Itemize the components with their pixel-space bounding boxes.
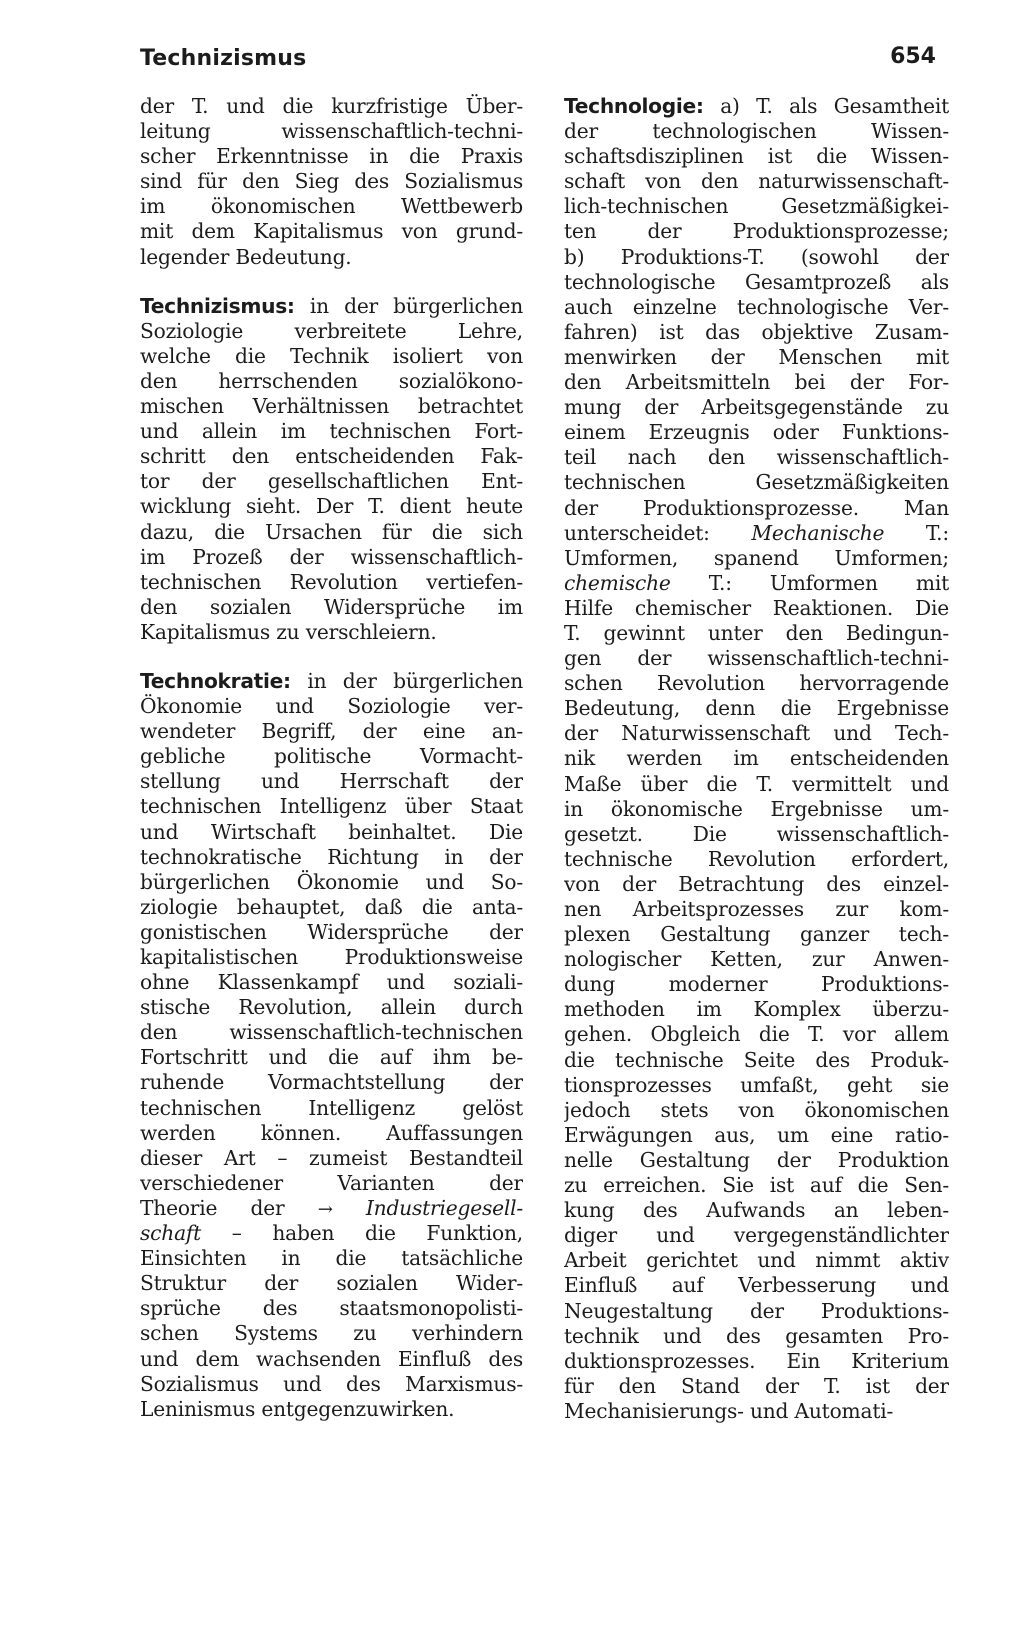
- text-line: [564, 1048, 949, 1073]
- line-text: teil nach den wissenschaftlich-: [564, 445, 949, 470]
- line-text: von der Betrachtung des einzel-: [564, 871, 949, 896]
- text-line: [564, 169, 949, 194]
- line-text: wicklung sieht. Der T. dient heute: [140, 494, 523, 519]
- text-line: [140, 970, 523, 995]
- line-text: technischen Revolution vertiefen-: [140, 569, 523, 594]
- text-line: [564, 1148, 949, 1173]
- line-text: für den Stand der T. ist der: [564, 1373, 949, 1398]
- line-text: den herrschenden sozialökono-: [140, 368, 523, 393]
- line-text: sind für den Sieg des Sozialismus: [140, 169, 523, 194]
- line-text: gonistischen Widersprüche der: [140, 919, 523, 944]
- line-text: Arbeit gerichtet und nimmt aktiv: [564, 1248, 949, 1273]
- line-text: technik und des gesamten Pro-: [564, 1323, 949, 1348]
- text-line: [564, 1223, 949, 1248]
- term-colon: :: [283, 668, 291, 693]
- text-line: [140, 845, 523, 870]
- text-line: [564, 521, 949, 546]
- text-line: [564, 1198, 949, 1223]
- line-text: der T. und die kurzfristige Über-: [140, 94, 523, 118]
- line-text: der Produktionsprozesse. Man: [564, 495, 949, 520]
- text-line: [140, 1271, 523, 1296]
- text-line: [140, 245, 523, 270]
- line-text: Leninismus entgegenzuwirken.: [140, 1396, 455, 1421]
- text-line: [140, 169, 523, 194]
- text-line: [564, 797, 949, 822]
- text-line: [140, 1121, 523, 1146]
- text-line: [564, 646, 949, 671]
- line-text: gesetzt. Die wissenschaftlich-: [564, 821, 949, 846]
- line-text: schritt den entscheidenden Fak-: [140, 444, 523, 469]
- right-column: [564, 94, 949, 1424]
- line-text: ten der Produktionsprozesse;: [564, 219, 949, 244]
- text-line: [140, 1347, 523, 1372]
- text-line: [564, 1399, 949, 1424]
- entry-first-line: [140, 294, 523, 319]
- line-text: nen Arbeitsprozesses zur kom-: [564, 897, 949, 921]
- text-line: [140, 945, 523, 970]
- line-text: – haben die Funktion,: [201, 1221, 523, 1246]
- text-line: [140, 820, 523, 845]
- line-text: schaft von den naturwissenschaft-: [564, 169, 949, 194]
- text-line: [140, 744, 523, 769]
- text-line: [564, 1098, 949, 1123]
- line-text: Mechanisierungs- und Automati-: [564, 1398, 894, 1423]
- text-line: [564, 671, 949, 696]
- line-text: Soziologie verbreitete Lehre,: [140, 318, 523, 343]
- line-text: legender Bedeutung.: [140, 244, 352, 269]
- line-text: Kapitalismus zu verschleiern.: [140, 619, 437, 644]
- text-line: [140, 144, 523, 169]
- running-head-word: Technizismus: [140, 46, 307, 71]
- line-text: der technologischen Wissen-: [564, 119, 949, 144]
- text-line: [140, 444, 523, 469]
- page-number: 654: [890, 44, 936, 69]
- line-text: Theorie der: [140, 1195, 318, 1220]
- text-line: [140, 870, 523, 895]
- entry-first-line: [564, 94, 949, 119]
- text-line: [564, 571, 949, 596]
- text-line: [140, 719, 523, 744]
- text-line: [140, 520, 523, 545]
- line-text: den sozialen Widersprüche im: [140, 594, 523, 619]
- text-line: [140, 694, 523, 719]
- text-line: [140, 1296, 523, 1321]
- text-line: [564, 1173, 949, 1198]
- text-line: [564, 1374, 949, 1399]
- line-text: Einfluß auf Verbesserung und: [564, 1273, 949, 1298]
- line-text: Bedeutung, denn die Ergebnisse: [564, 696, 949, 721]
- line-text: nik werden im entscheidenden: [564, 746, 949, 771]
- line-text: und Wirtschaft beinhaltet. Die: [140, 819, 523, 844]
- text-line: [564, 245, 949, 270]
- line-text: auch einzelne technologische Ver-: [564, 294, 949, 319]
- text-line: [140, 194, 523, 219]
- line-text: einem Erzeugnis oder Funktions-: [564, 420, 949, 445]
- line-text: bürgerlichen Ökonomie und So-: [140, 869, 523, 894]
- line-text: technischen Intelligenz gelöst: [140, 1095, 523, 1120]
- line-text: Neugestaltung der Produktions-: [564, 1298, 949, 1323]
- line-text: Ökonomie und Soziologie ver-: [140, 694, 523, 719]
- line-text: zu erreichen. Sie ist auf die Sen-: [564, 1173, 949, 1198]
- text-line: [564, 194, 949, 219]
- line-text: und allein im technischen Fort-: [140, 419, 523, 444]
- line-text: in ökonomische Ergebnisse um-: [564, 796, 949, 821]
- text-line: [564, 721, 949, 746]
- line-text: T.: Umformen mit: [670, 570, 949, 595]
- text-line: [564, 621, 949, 646]
- text-line: [564, 295, 949, 320]
- line-text: im Prozeß der wissenschaftlich-: [140, 544, 523, 569]
- text-line: [564, 1349, 949, 1374]
- text-line: [140, 995, 523, 1020]
- line-text: technokratische Richtung in der: [140, 844, 523, 869]
- text-line: [140, 920, 523, 945]
- line-text: den Arbeitsmitteln bei der For-: [564, 370, 949, 395]
- text-line: [564, 546, 949, 571]
- line-text: plexen Gestaltung ganzer tech-: [564, 922, 949, 947]
- text-line: [140, 1020, 523, 1045]
- italic-term: chemische: [564, 570, 671, 595]
- term-colon: :: [695, 94, 704, 118]
- line-text: tionsprozesses umfaßt, geht sie: [564, 1072, 949, 1097]
- line-text: dazu, die Ursachen für die sich: [140, 519, 523, 544]
- line-text: Hilfe chemischer Reaktionen. Die: [564, 595, 949, 620]
- line-text: welche die Technik isoliert von: [140, 343, 523, 368]
- text-line: [140, 494, 523, 519]
- line-text: stellung und Herrschaft der: [140, 769, 523, 794]
- line-text: schen Systems zu verhindern: [140, 1321, 523, 1346]
- text-line: [140, 394, 523, 419]
- text-line: [564, 1123, 949, 1148]
- text-line: [140, 344, 523, 369]
- line-text: leitung wissenschaftlich-techni-: [140, 119, 523, 144]
- text-line: [140, 570, 523, 595]
- line-text: duktionsprozesses. Ein Kriterium: [564, 1348, 949, 1373]
- italic-term: Industriegesell-: [365, 1195, 523, 1220]
- italic-term: schaft: [140, 1221, 202, 1246]
- text-line: [564, 746, 949, 771]
- line-text: dung moderner Produktions-: [564, 972, 949, 997]
- text-line: [564, 1073, 949, 1098]
- text-line: [564, 1273, 949, 1298]
- line-text: den wissenschaftlich-technischen: [140, 1020, 523, 1045]
- text-line: [564, 370, 949, 395]
- text-line: [140, 1246, 523, 1271]
- text-line: [140, 545, 523, 570]
- text-line: [564, 1299, 949, 1324]
- text-line: [564, 947, 949, 972]
- line-text: gebliche politische Vormacht-: [140, 744, 523, 769]
- text-line: [140, 94, 523, 119]
- line-text: in der bürgerlichen: [290, 668, 523, 693]
- text-line: [564, 345, 949, 370]
- text-line: [564, 470, 949, 495]
- text-line: [140, 319, 523, 344]
- line-text: technische Revolution erfordert,: [564, 846, 949, 871]
- line-text: fahren) ist das objektive Zusam-: [564, 319, 949, 344]
- line-text: lich-technischen Gesetzmäßigkei-: [564, 194, 949, 219]
- line-text: im ökonomischen Wettbewerb: [140, 194, 523, 219]
- line-text: werden können. Auffassungen: [140, 1120, 523, 1145]
- line-text: [333, 1196, 366, 1220]
- line-text: b) Produktions-T. (sowohl der: [564, 244, 949, 269]
- text-line: [140, 1196, 523, 1221]
- text-line: [564, 420, 949, 445]
- entry-gap: [140, 270, 523, 294]
- line-text: mung der Arbeitsgegenstände zu: [564, 395, 949, 420]
- page-header: [0, 0, 1024, 90]
- text-line: [564, 922, 949, 947]
- line-text: Maße über die T. vermittelt und: [564, 771, 949, 796]
- entry-first-line: [140, 669, 523, 694]
- text-line: [140, 1070, 523, 1095]
- line-text: in der bürgerlichen: [294, 293, 523, 318]
- line-text: die technische Seite des Produk-: [564, 1047, 949, 1072]
- line-text: ohne Klassenkampf und soziali-: [140, 970, 523, 995]
- line-text: stische Revolution, allein durch: [140, 995, 523, 1020]
- left-column: [140, 94, 523, 1422]
- text-line: [140, 219, 523, 244]
- text-line: [140, 419, 523, 444]
- text-line: [564, 320, 949, 345]
- line-text: technischen Gesetzmäßigkeiten: [564, 470, 949, 495]
- text-line: [564, 119, 949, 144]
- entry-term: Technologie: [564, 94, 696, 118]
- text-line: [564, 822, 949, 847]
- line-text: a) T. als Gesamtheit: [703, 94, 949, 118]
- line-text: und dem wachsenden Einfluß des: [140, 1346, 523, 1371]
- text-line: [140, 1146, 523, 1171]
- text-line: [564, 972, 949, 997]
- text-line: [140, 620, 523, 645]
- line-text: nologischer Ketten, zur Anwen-: [564, 947, 949, 972]
- text-line: [140, 1096, 523, 1121]
- text-line: [564, 1324, 949, 1349]
- italic-term: Mechanische: [751, 520, 885, 545]
- line-text: Erwägungen aus, um eine ratio-: [564, 1122, 949, 1147]
- text-line: [564, 1022, 949, 1047]
- line-text: jedoch stets von ökonomischen: [564, 1097, 949, 1122]
- line-text: ruhende Vormachtstellung der: [140, 1070, 523, 1095]
- text-line: [564, 872, 949, 897]
- text-line: [564, 219, 949, 244]
- line-text: Fortschritt und die auf ihm be-: [140, 1045, 523, 1070]
- text-line: [140, 1045, 523, 1070]
- text-line: [140, 794, 523, 819]
- line-text: der Naturwissenschaft und Tech-: [564, 721, 949, 746]
- term-colon: :: [286, 293, 295, 318]
- text-line: [564, 696, 949, 721]
- text-line: [564, 144, 949, 169]
- line-text: technologische Gesamtprozeß als: [564, 269, 949, 294]
- text-line: [140, 1171, 523, 1196]
- line-text: Struktur der sozialen Wider-: [140, 1271, 523, 1296]
- text-line: [140, 595, 523, 620]
- text-line: [564, 772, 949, 797]
- line-text: schaftsdisziplinen ist die Wissen-: [564, 144, 949, 169]
- text-line: [140, 1321, 523, 1346]
- text-line: [564, 847, 949, 872]
- text-line: [564, 897, 949, 922]
- line-text: nelle Gestaltung der Produktion: [564, 1147, 949, 1172]
- line-text: Einsichten in die tatsächliche: [140, 1246, 523, 1271]
- text-line: [564, 395, 949, 420]
- text-line: [140, 369, 523, 394]
- text-line: [140, 119, 523, 144]
- line-text: tor der gesellschaftlichen Ent-: [140, 469, 523, 494]
- line-text: gehen. Obgleich die T. vor allem: [564, 1022, 949, 1047]
- line-text: schen Revolution hervorragende: [564, 671, 949, 696]
- line-text: dieser Art – zumeist Bestandteil: [140, 1145, 523, 1170]
- line-text: methoden im Komplex überzu-: [564, 997, 949, 1022]
- cross-reference-arrow-icon: →: [317, 1198, 333, 1220]
- line-text: mit dem Kapitalismus von grund-: [140, 219, 523, 244]
- entry-term: Technizismus: [140, 293, 287, 318]
- entry-term: Technokratie: [140, 668, 284, 693]
- text-line: [564, 270, 949, 295]
- line-text: verschiedener Varianten der: [140, 1170, 523, 1195]
- line-text: unterscheidet:: [564, 520, 752, 545]
- line-text: kung des Aufwands an leben-: [564, 1198, 949, 1223]
- line-text: mischen Verhältnissen betrachtet: [140, 394, 523, 419]
- text-line: [564, 596, 949, 621]
- line-text: diger und vergegenständlichter: [564, 1223, 949, 1248]
- line-text: sprüche des staatsmonopolisti-: [140, 1296, 523, 1321]
- text-line: [564, 496, 949, 521]
- line-text: gen der wissenschaftlich-techni-: [564, 646, 949, 671]
- text-line: [140, 895, 523, 920]
- line-text: Sozialismus und des Marxismus-: [140, 1371, 523, 1396]
- line-text: wendeter Begriff, der eine an-: [140, 719, 523, 744]
- text-line: [140, 469, 523, 494]
- text-line: [564, 445, 949, 470]
- line-text: kapitalistischen Produktionsweise: [140, 945, 523, 969]
- entry-gap: [140, 645, 523, 669]
- text-line: [140, 1372, 523, 1397]
- line-text: T.:: [884, 520, 949, 545]
- text-line: [564, 997, 949, 1022]
- text-line: [140, 1221, 523, 1246]
- line-text: scher Erkenntnisse in die Praxis: [140, 144, 523, 169]
- line-text: menwirken der Menschen mit: [564, 344, 949, 369]
- line-text: T. gewinnt unter den Bedingun-: [564, 620, 949, 645]
- line-text: technischen Intelligenz über Staat: [140, 794, 523, 819]
- line-text: ziologie behauptet, daß die anta-: [140, 894, 523, 919]
- text-line: [140, 769, 523, 794]
- line-text: Umformen, spanend Umformen;: [564, 545, 949, 570]
- text-line: [140, 1397, 523, 1422]
- text-line: [564, 1248, 949, 1273]
